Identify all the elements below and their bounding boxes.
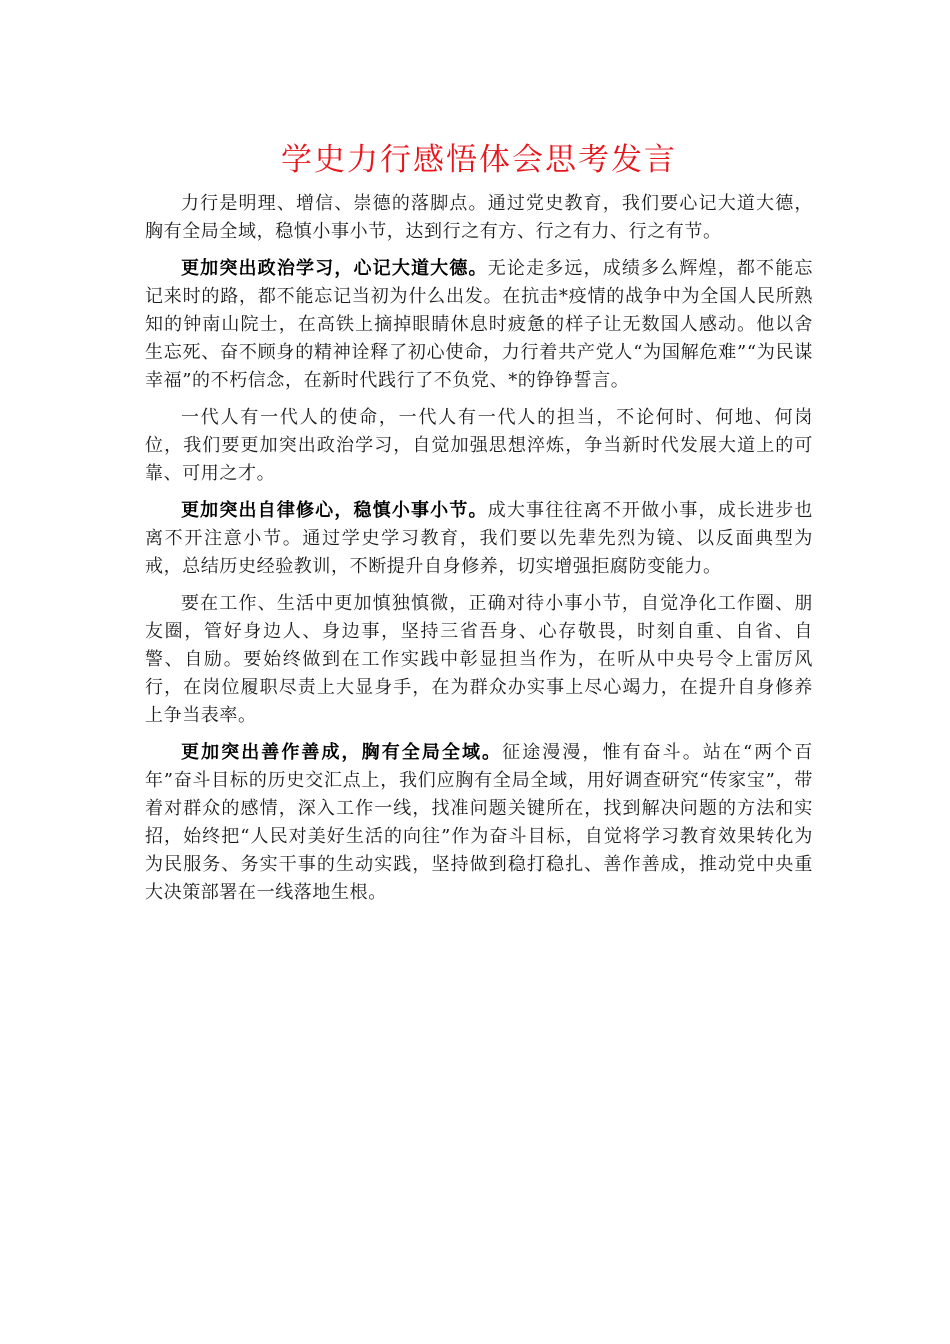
paragraph-text: 无论走多远，成绩多么辉煌，都不能忘记来时的路，都不能忘记当初为什么出发。在抗击*疫情的战争中为全国人民所熟知的钟南山院士，在高铁上摘掉眼睛休息时疲惫的样子让无数国人感动。他以舍生忘死、奋不顾身的精神诠释了初心使命，力行着共产党人“为国解危难”“为民谋幸福”的不朽信念，在新时代践行了不负党、*的铮铮誓言。 — [145, 258, 813, 391]
document-title: 学史力行感悟体会思考发言 — [281, 142, 677, 178]
paragraph-self-discipline — [145, 497, 813, 581]
paragraph-text: 要在工作、生活中更加慎独慎微，正确对待小事小节，自觉净化工作圈、朋友圈，管好身边人、身边事，坚持三省吾身、心存敬畏，时刻自重、自省、自警、自励。要始终做到在工作实践中彰显担当作为，在听从中央号令上雷厉风行，在岗位履职尽责上大显身手，在为群众办实事上尽心竭力，在提升自身修养上争当表率。 — [145, 593, 813, 726]
document-page — [145, 138, 813, 916]
paragraph-text: 征途漫漫，惟有奋斗。站在“两个百年”奋斗目标的历史交汇点上，我们应胸有全局全域，用好调查研究“传家宝”，带着对群众的感情，深入工作一线，找准问题关键所在，找到解决问题的方法和实招，始终把“人民对美好生活的向往”作为奋斗目标，自觉将学习教育效果转化为为民服务、务实干事的生动实践，坚持做到稳打稳扎、善作善成，推动党中央重大决策部署在一线落地生根。 — [145, 742, 813, 903]
paragraph-lead-heading: 更加突出政治学习，心记大道大德。 — [181, 258, 488, 279]
paragraph-intro — [145, 190, 813, 246]
paragraph-text: 成大事往往离不开做小事，成长进步也离不开注意小节。通过学史学习教育，我们要以先辈先烈为镜、以反面典型为戒，总结历史经验教训，不断提升自身修养，切实增强拒腐防变能力。 — [145, 500, 813, 577]
paragraph-lead-heading: 更加突出善作善成，胸有全局全域。 — [181, 742, 503, 763]
paragraph-lead-heading: 更加突出自律修心，稳慎小事小节。 — [181, 500, 488, 521]
paragraph-good-results — [145, 739, 813, 907]
paragraph-political-study — [145, 255, 813, 395]
paragraph-generation-mission — [145, 404, 813, 488]
paragraph-text: 一代人有一代人的使命，一代人有一代人的担当，不论何时、何地、何岗位，我们要更加突出政治学习，自觉加强思想淬炼，争当新时代发展大道上的可靠、可用之才。 — [145, 407, 813, 484]
paragraph-text: 力行是明理、增信、崇德的落脚点。通过党史教育，我们要心记大道大德，胸有全局全域，稳慎小事小节，达到行之有方、行之有力、行之有节。 — [145, 193, 813, 242]
paragraph-work-life — [145, 590, 813, 730]
